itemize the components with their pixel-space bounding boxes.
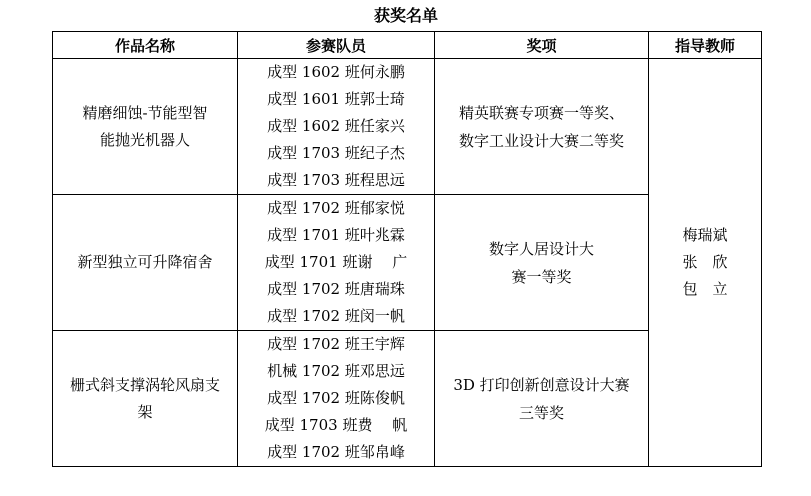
- member: 成型 1703 班纪子杰: [267, 144, 405, 162]
- member: 成型 1702 班王宇辉: [267, 335, 405, 353]
- award-table: [52, 31, 762, 467]
- member: 成型 1703 班费 帆: [264, 416, 408, 434]
- teacher-list: [649, 59, 762, 467]
- member: 成型 1602 班何永鹏: [267, 63, 405, 81]
- member: 成型 1602 班任家兴: [267, 117, 405, 135]
- member: 成型 1702 班闵一帆: [267, 307, 405, 325]
- work-name: 精磨细蚀-节能型智能抛光机器人: [53, 59, 238, 195]
- table-header-row: [53, 32, 762, 59]
- teacher: 张 欣: [682, 253, 728, 271]
- document-title: 获奖名单: [373, 6, 438, 25]
- work-name: 新型独立可升降宿舍: [53, 195, 238, 331]
- award-name: 数字人居设计大赛一等奖: [435, 195, 649, 331]
- header-work: 作品名称: [53, 32, 238, 59]
- award-name: 3D 打印创新创意设计大赛三等奖: [435, 331, 649, 467]
- member: 成型 1701 班叶兆霖: [267, 226, 405, 244]
- member: 成型 1702 班郁家悦: [267, 199, 405, 217]
- member: 成型 1701 班谢 广: [264, 253, 408, 271]
- work-name: 栅式斜支撑涡轮风扇支架: [53, 331, 238, 467]
- header-members: 参赛队员: [238, 32, 435, 59]
- member: 成型 1702 班邹帛峰: [267, 443, 405, 461]
- teacher: 梅瑞斌: [682, 226, 728, 244]
- teacher: 包 立: [682, 280, 728, 298]
- member: 机械 1702 班邓思远: [267, 362, 405, 380]
- table-row: [53, 59, 762, 195]
- member: 成型 1601 班郭士琦: [267, 90, 405, 108]
- member: 成型 1702 班唐瑞珠: [267, 280, 405, 298]
- member-list: [238, 195, 435, 331]
- header-award: 奖项: [435, 32, 649, 59]
- member-list: [238, 59, 435, 195]
- award-name: 精英联赛专项赛一等奖、数字工业设计大赛二等奖: [435, 59, 649, 195]
- member: 成型 1703 班程思远: [267, 171, 405, 189]
- member: 成型 1702 班陈俊帆: [267, 389, 405, 407]
- member-list: [238, 331, 435, 467]
- header-teacher: 指导教师: [649, 32, 762, 59]
